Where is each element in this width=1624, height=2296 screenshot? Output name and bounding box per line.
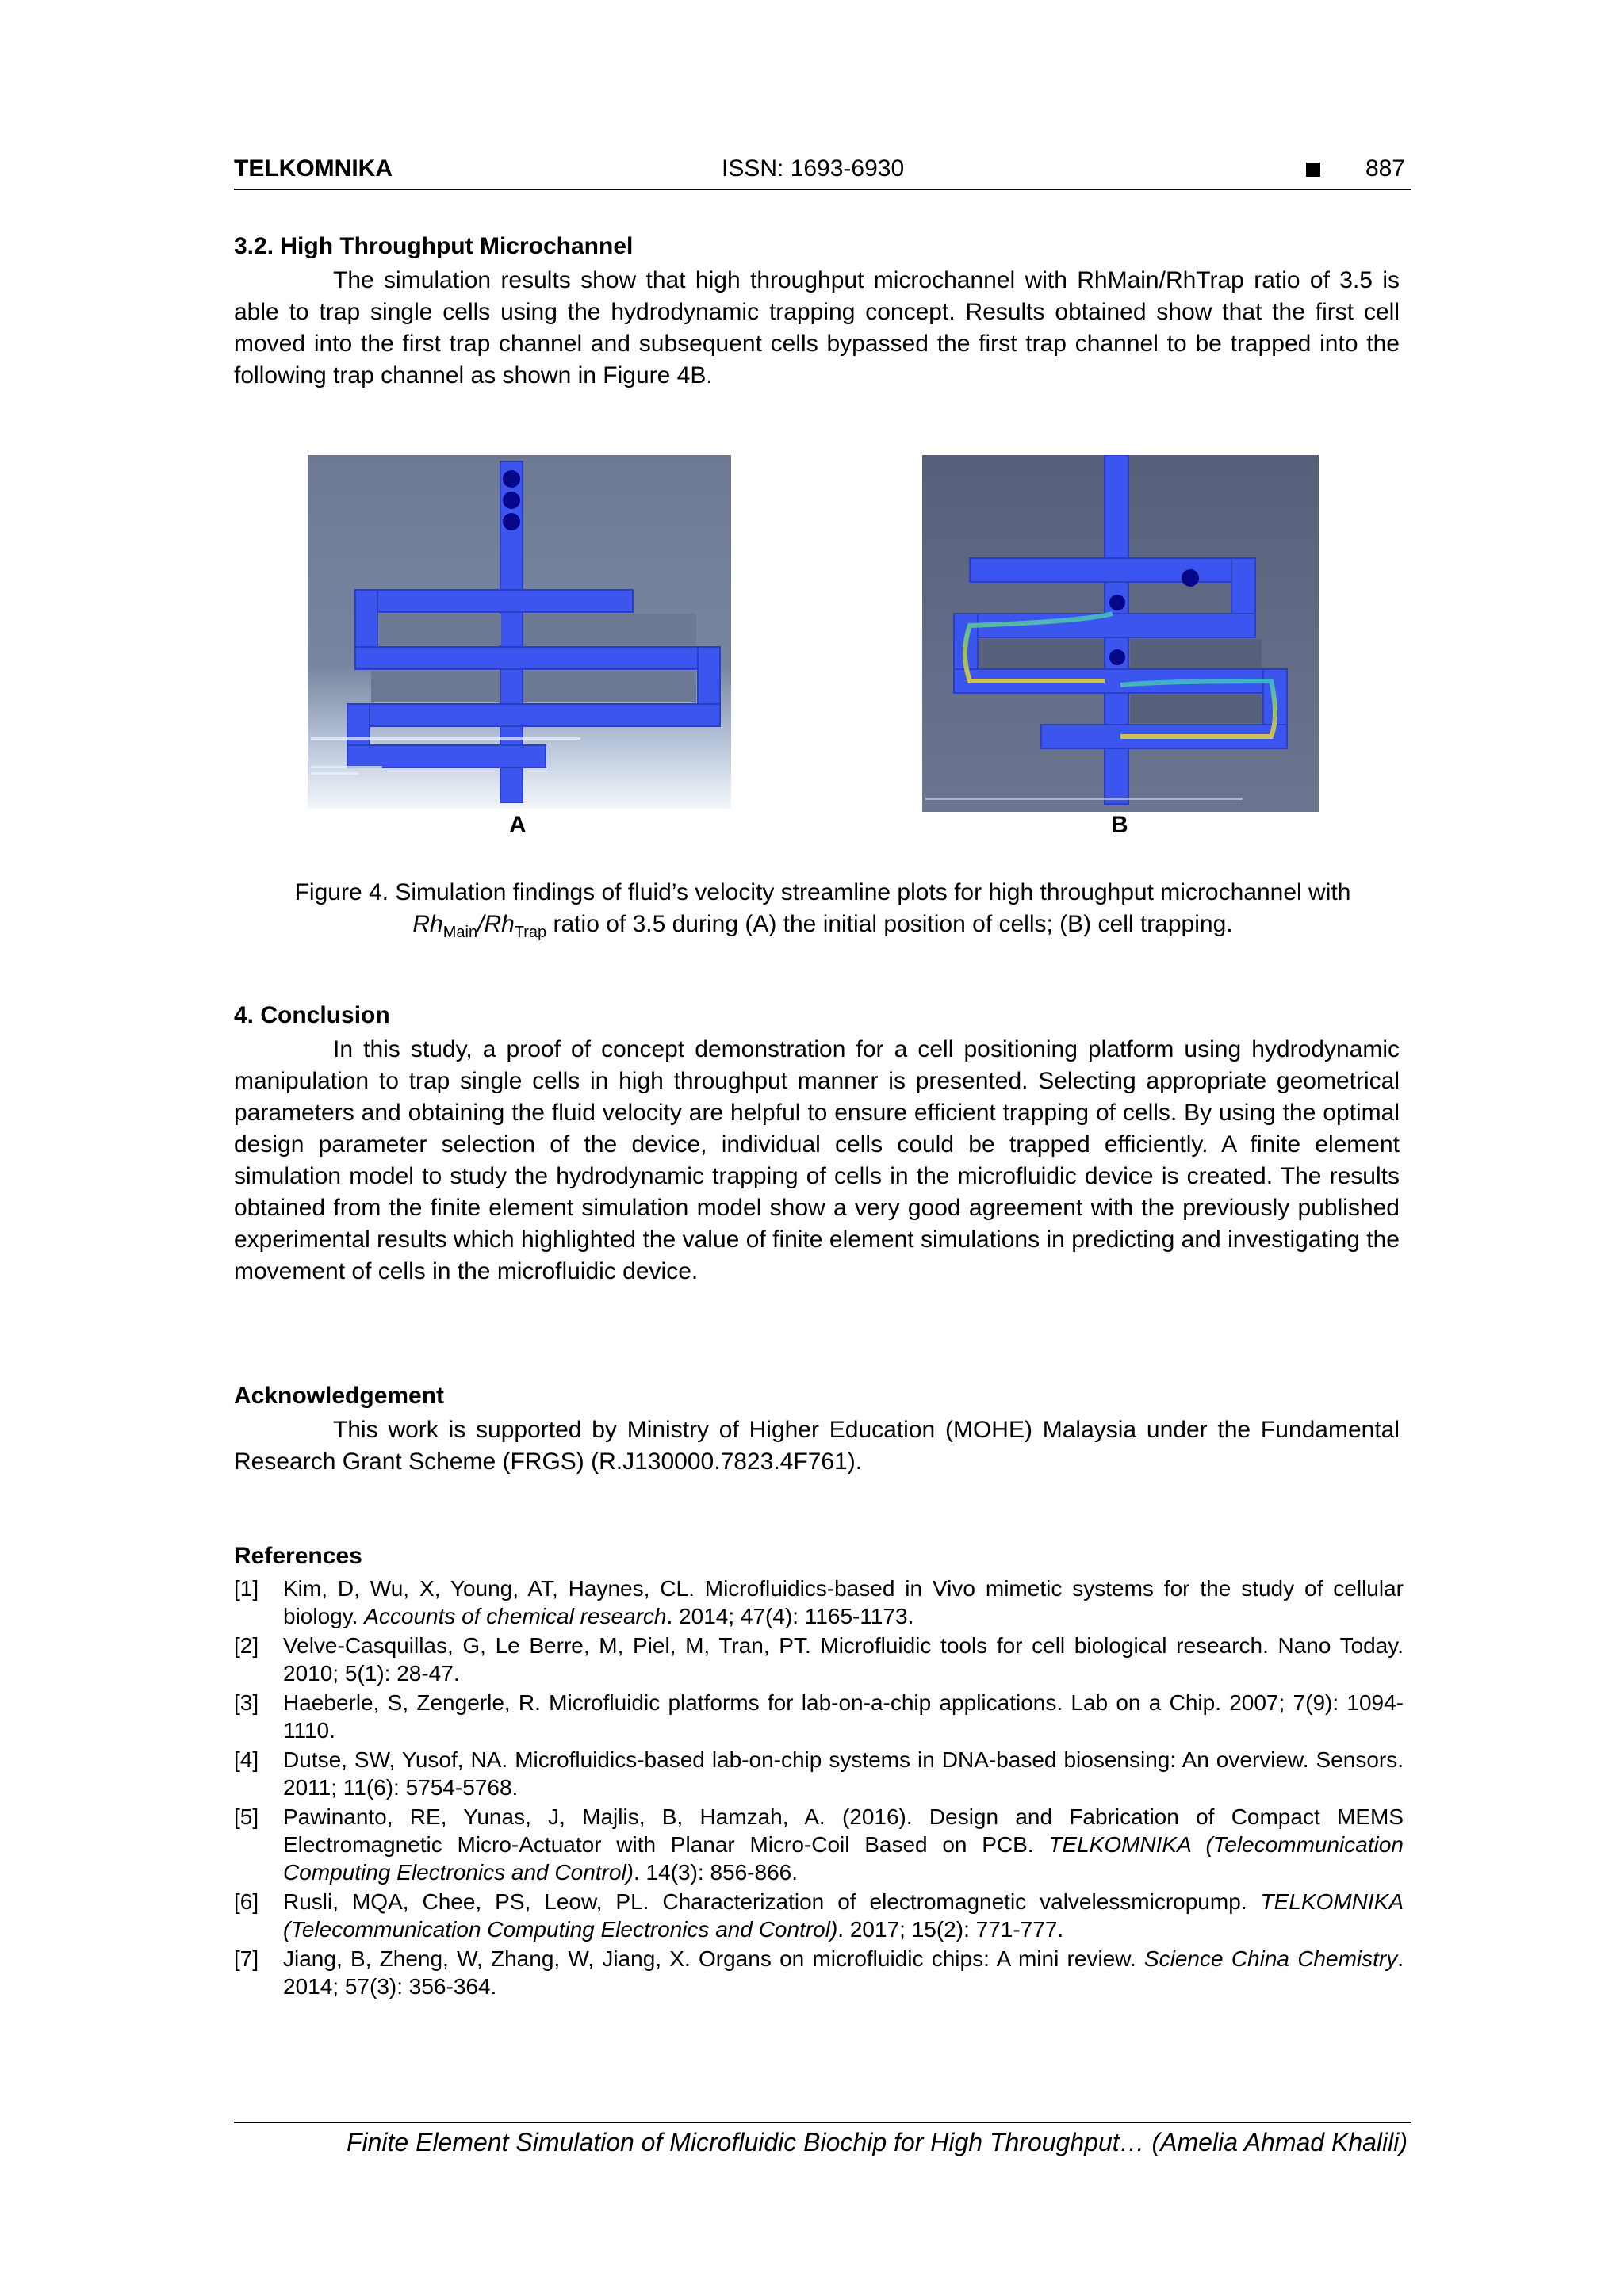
- reference-item: [234, 1689, 1404, 1744]
- reference-item: [234, 1632, 1404, 1687]
- reference-journal: Accounts of chemical research: [364, 1604, 667, 1628]
- square-bullet-icon: [1306, 163, 1320, 177]
- reference-number: [4]: [234, 1747, 259, 1772]
- reference-item: [234, 1803, 1404, 1886]
- reference-details: . 14(3): 856-866.: [633, 1860, 799, 1885]
- reference-text: Velve-Casquillas, G, Le Berre, M, Piel, M, Tran, PT. Microfluidic tools for cell biological research. Nano Today. 2010; 5(1): 28-47.: [283, 1633, 1404, 1686]
- reference-number: [7]: [234, 1946, 259, 1971]
- acknowledgement-text: This work is supported by Ministry of Higher Education (MOHE) Malaysia under the Fundamental Research Grant Scheme (FRGS) (R.J130000.7823.4F761).: [234, 1417, 1400, 1475]
- page-number: 887: [1365, 155, 1405, 182]
- caption-suffix: ratio of 3.5 during (A) the initial position of cells; (B) cell trapping.: [546, 911, 1233, 937]
- reference-item: [234, 1575, 1404, 1630]
- reference-list: [234, 1575, 1404, 2002]
- reference-journal: Science China Chemistry: [1143, 1946, 1398, 1971]
- section-heading-3-2: 3.2. High Throughput Microchannel: [234, 233, 634, 259]
- footer-rule: [234, 2122, 1411, 2123]
- caption-sub-trap: Trap: [514, 924, 547, 941]
- reference-number: [3]: [234, 1690, 259, 1715]
- reference-text: Dutse, SW, Yusof, NA. Microfluidics-based lab-on-chip systems in DNA-based biosensing: An overview. Sensors. 2011; 11(6): 5754-5768.: [283, 1747, 1404, 1800]
- acknowledgement-paragraph: [234, 1414, 1400, 1478]
- section-heading-references: References: [234, 1543, 362, 1569]
- reference-item: [234, 1746, 1404, 1801]
- reference-journal: TELKOMNIKA (Telecommunication Computing Electronics and Control): [283, 1832, 1404, 1885]
- figure-4b-image: [922, 455, 1319, 812]
- section-heading-conclusion: 4. Conclusion: [234, 1002, 390, 1028]
- figure-label-b: B: [1111, 812, 1128, 838]
- figure-4a-image: [308, 455, 731, 809]
- reference-number: [2]: [234, 1633, 259, 1658]
- reference-text: Jiang, B, Zheng, W, Zhang, W, Jiang, X. Organs on microfluidic chips: A mini review.: [283, 1946, 1144, 1971]
- caption-prefix: Figure 4. Simulation findings of fluid’s velocity streamline plots for high throughput microchannel with: [294, 879, 1351, 905]
- reference-text: Rusli, MQA, Chee, PS, Leow, PL. Characterization of electromagnetic valvelessmicropump.: [283, 1889, 1261, 1914]
- reference-details: . 2014; 57(3): 356-364.: [283, 1946, 1404, 1999]
- reference-text: Haeberle, S, Zengerle, R. Microfluidic platforms for lab-on-a-chip applications. Lab on a Chip. 2007; 7(9): 1094-1110.: [283, 1690, 1404, 1743]
- section-3-2-text: The simulation results show that high throughput microchannel with RhMain/RhTrap ratio of 3.5 is able to trap single cells using the hydrodynamic trapping concept. Results obtained show that the first cell moved into the first trap channel and subsequent cells bypassed the first trap channel to be trapped into the following trap channel as shown in Figure 4B.: [234, 267, 1400, 388]
- section-3-2-paragraph: [234, 265, 1400, 392]
- page-header: [234, 155, 1411, 190]
- caption-sub-main: Main: [442, 924, 478, 941]
- reference-number: [6]: [234, 1889, 259, 1914]
- reference-number: [5]: [234, 1804, 259, 1829]
- page-footer: Finite Element Simulation of Microfluidic Biochip for High Throughput… (Amelia Ahmad Khalili): [346, 2128, 1408, 2156]
- issn: ISSN: 1693-6930: [722, 155, 905, 182]
- journal-name: TELKOMNIKA: [234, 155, 393, 182]
- figure-label-a: A: [509, 812, 527, 838]
- caption-rh-trap: Rh: [484, 911, 515, 937]
- reference-item: [234, 1945, 1404, 2000]
- reference-details: . 2014; 47(4): 1165-1173.: [666, 1604, 914, 1628]
- caption-rh-main: Rh: [412, 911, 443, 937]
- reference-text: Pawinanto, RE, Yunas, J, Majlis, B, Hamzah, A. (2016). Design and Fabrication of Compact MEMS Electromagnetic Micro-Actuator with Planar Micro-Coil Based on PCB.: [283, 1804, 1404, 1857]
- header-rule: [234, 189, 1411, 190]
- reference-details: . 2017; 15(2): 771-777.: [837, 1917, 1064, 1942]
- section-heading-acknowledgement: Acknowledgement: [234, 1383, 445, 1409]
- conclusion-paragraph: [234, 1034, 1400, 1288]
- reference-journal: TELKOMNIKA (Telecommunication Computing Electronics and Control): [283, 1889, 1404, 1942]
- caption-slash: /: [477, 911, 485, 937]
- conclusion-text: In this study, a proof of concept demonstration for a cell positioning platform using hydrodynamic manipulation to trap single cells in high throughput manner is presented. Selecting appropriate geometrical parameters and obtaining the fluid velocity are helpful to ensure efficient trapping of cells. By using the optimal design parameter selection of the device, individual cells could be trapped efficiently. A finite element simulation model to study the hydrodynamic trapping of cells in the microfluidic device is created. The results obtained from the finite element simulation model show a very good agreement with the previously published experimental results which highlighted the value of finite element simulations in predicting and investigating the movement of cells in the microfluidic device.: [234, 1036, 1400, 1284]
- figure-4-caption: [234, 877, 1411, 948]
- reference-item: [234, 1888, 1404, 1943]
- reference-number: [1]: [234, 1576, 259, 1601]
- reference-text: Kim, D, Wu, X, Young, AT, Haynes, CL. Microfluidics-based in Vivo mimetic systems for the study of cellular biology.: [283, 1576, 1404, 1628]
